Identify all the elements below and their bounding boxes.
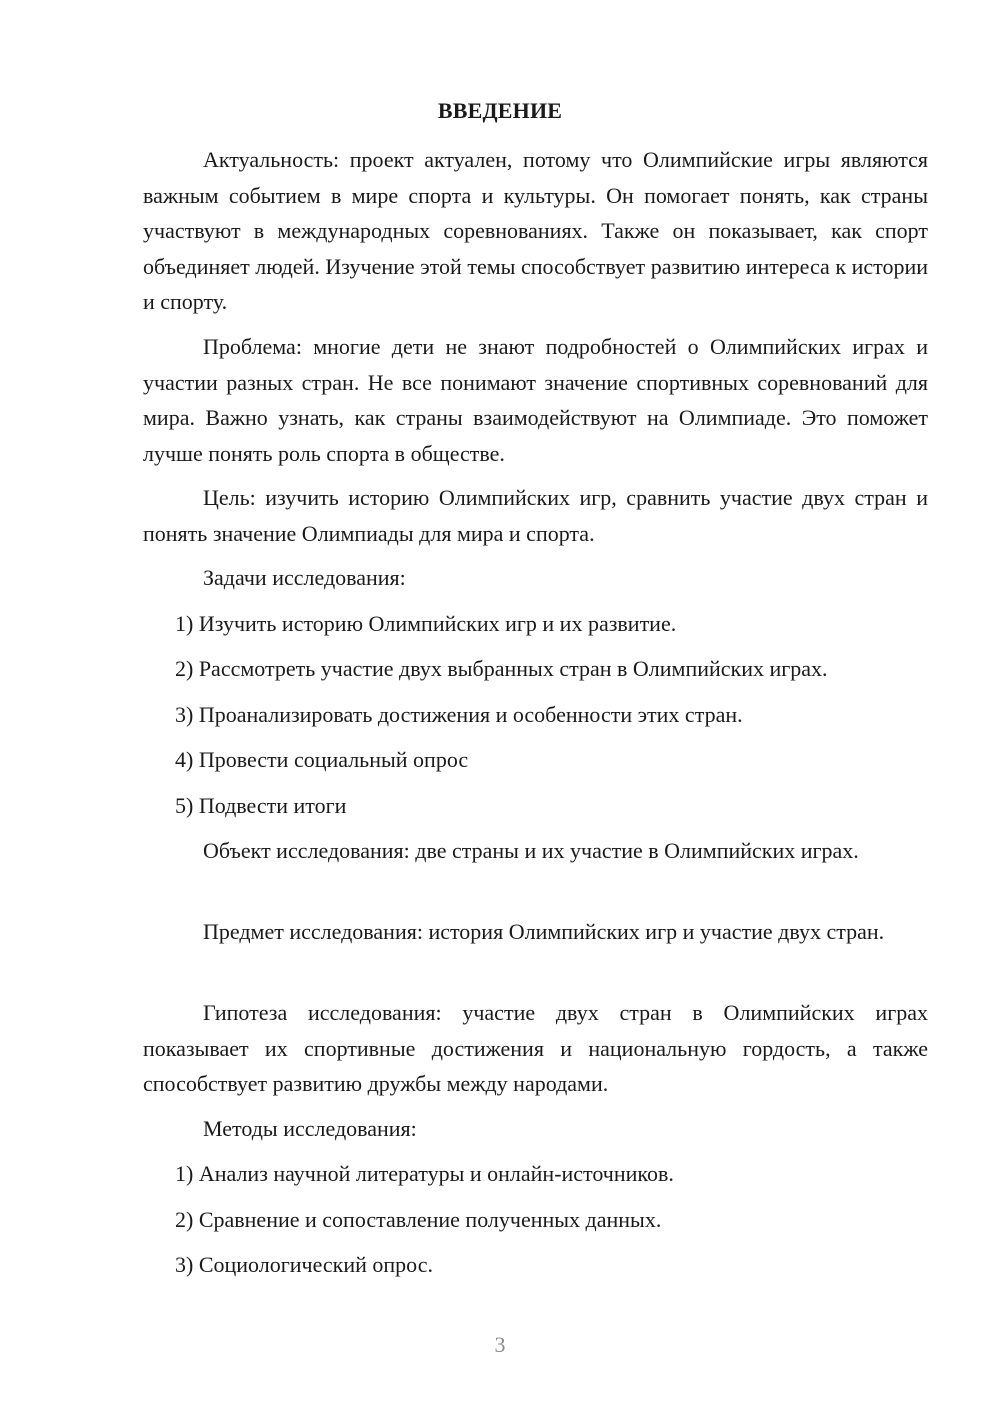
paragraph-object: Объект исследования: две страны и их участие в Олимпийских играх. bbox=[203, 838, 859, 863]
task-item: 4) Провести социальный опрос bbox=[175, 747, 469, 772]
section-title: ВВЕДЕНИЕ bbox=[437, 98, 563, 123]
task-item: 3) Проанализировать достижения и особенности этих стран. bbox=[175, 702, 743, 727]
paragraph-relevance: Актуальность: проект актуален, потому что Олимпийские игры являются важным событием в мире спорта и культуры. Он помогает понять, как страны участвуют в международных соревнованиях. Также он показывает, как спорт объединяет людей. Изучение этой темы способствует развитию интереса к истории и спорту. bbox=[143, 147, 928, 314]
method-item: 2) Сравнение и сопоставление полученных данных. bbox=[175, 1207, 662, 1232]
paragraph-problem: Проблема: многие дети не знают подробностей о Олимпийских играх и участии разных стран. Не все понимают значение спортивных соревнований для мира. Важно узнать, как страны взаимодействуют на Олимпиаде. Это поможет лучше понять роль спорта в обществе. bbox=[143, 334, 928, 466]
tasks-heading: Задачи исследования: bbox=[203, 565, 406, 590]
methods-heading: Методы исследования: bbox=[203, 1116, 417, 1141]
method-item: 1) Анализ научной литературы и онлайн-источников. bbox=[175, 1161, 674, 1186]
page-number: 3 bbox=[494, 1332, 506, 1357]
paragraph-hypothesis: Гипотеза исследования: участие двух стран в Олимпийских играх показывает их спортивные достижения и национальную гордость, а также способствует развитию дружбы между народами. bbox=[143, 1000, 928, 1096]
task-item: 1) Изучить историю Олимпийских игр и их развитие. bbox=[175, 611, 677, 636]
task-item: 5) Подвести итоги bbox=[175, 793, 347, 818]
task-item: 2) Рассмотреть участие двух выбранных стран в Олимпийских играх. bbox=[175, 656, 828, 681]
method-item: 3) Социологический опрос. bbox=[175, 1252, 433, 1277]
paragraph-subject: Предмет исследования: история Олимпийских игр и участие двух стран. bbox=[203, 919, 885, 944]
paragraph-goal: Цель: изучить историю Олимпийских игр, сравнить участие двух стран и понять значение Олимпиады для мира и спорта. bbox=[143, 485, 928, 546]
